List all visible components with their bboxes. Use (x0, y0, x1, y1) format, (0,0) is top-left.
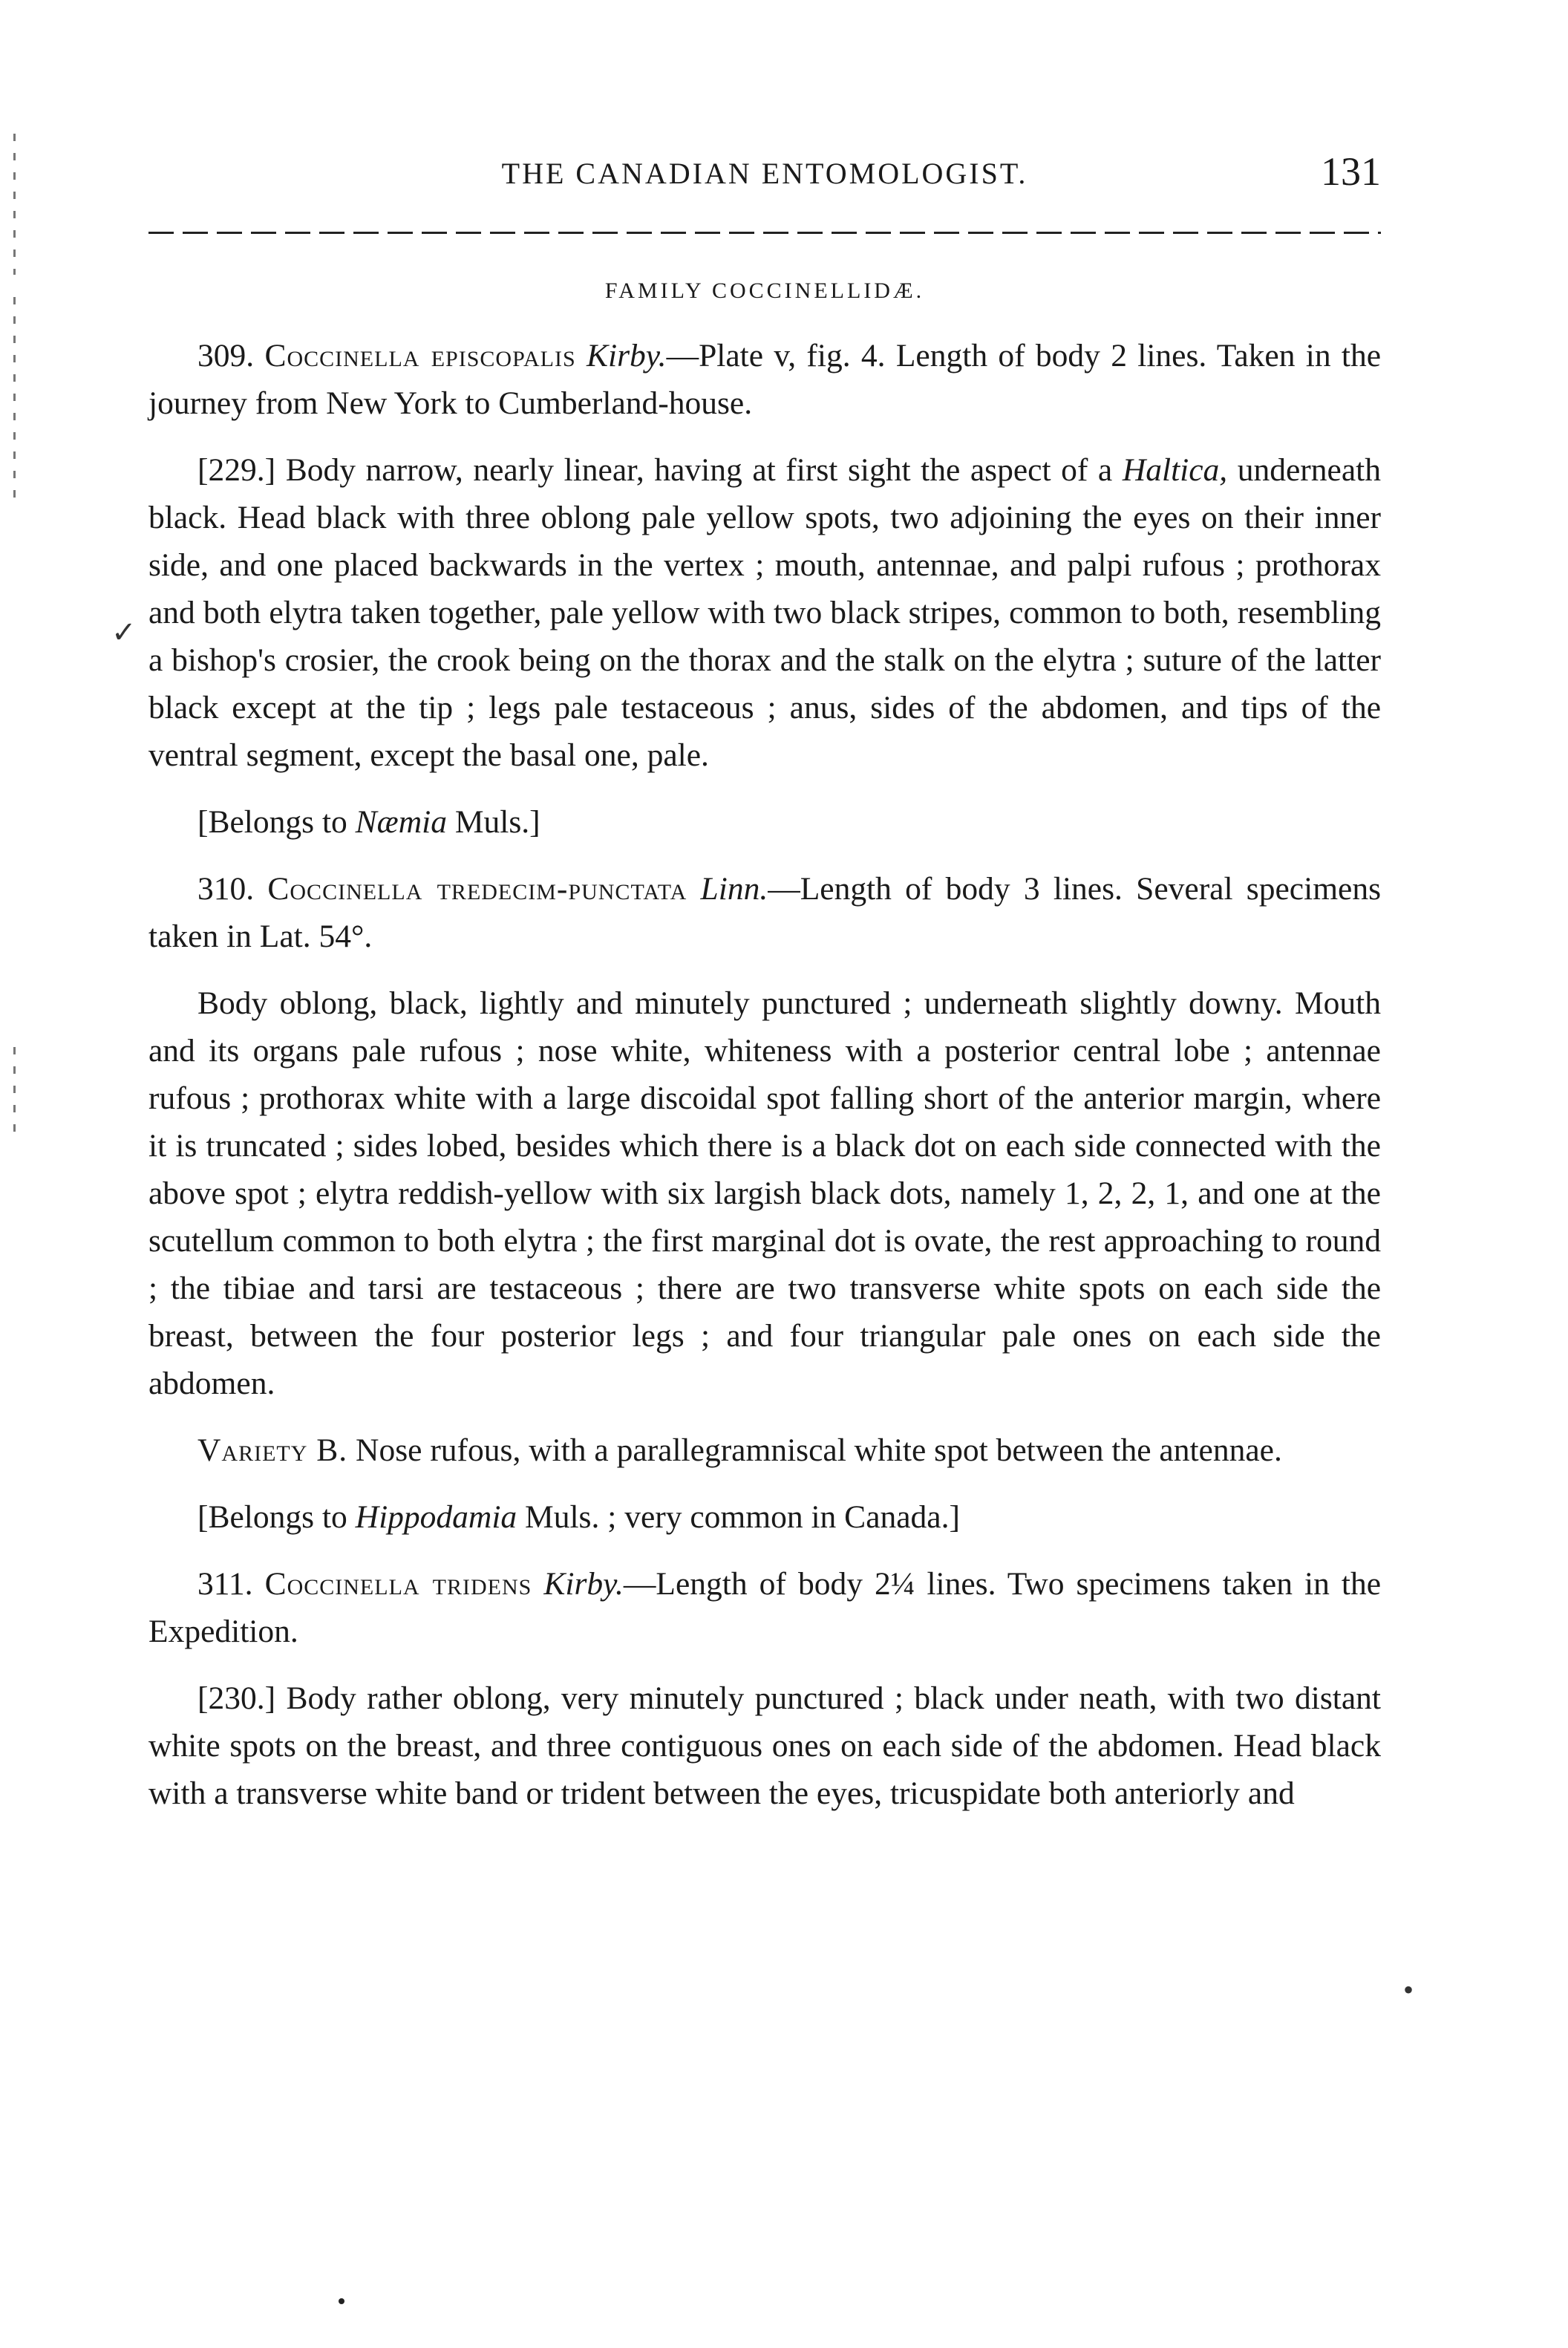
page-number: 131 (1321, 149, 1381, 194)
running-title: THE CANADIAN ENTOMOLOGIST. (501, 157, 1028, 190)
entry-text: —Length of body 3 lines. Several specimens taken in Lat. 54°. (148, 871, 1382, 954)
family-heading: FAMILY COCCINELLIDÆ. (604, 278, 925, 303)
margin-check-mark: ✓ (111, 616, 137, 649)
margin-dot-mark: • (1403, 1973, 1414, 2006)
entry-text: —Plate v, fig. 4. Length of body 2 lines. Taken in the journey from New York to Cumberland-house. (148, 338, 1382, 421)
entry-310 (148, 865, 1381, 960)
note-text: Muls.] (454, 804, 540, 840)
species-author: Kirby. (587, 338, 667, 374)
species-author: Kirby. (543, 1566, 624, 1602)
running-head (148, 149, 1381, 200)
genus-name: Hippodamia (355, 1499, 517, 1535)
belongs-note-310 (148, 1493, 1381, 1541)
species-author: Linn. (700, 871, 768, 907)
document-page (148, 149, 1381, 1836)
note-text: Muls. ; very common in Canada.] (525, 1499, 960, 1535)
description-text: Body oblong, black, lightly and minutely punctured ; underneath slightly downy. Mouth and its organs pale rufous ; nose white, whiteness with a posterior central lobe ; antennae rufous ; prothorax white with a large discoidal spot falling short of the anterior margin, where it is truncated ; sides lobed, besides which there is a black dot on each side connected with the above spot ; elytra reddish-yellow with six largish black dots, namely 1, 2, 2, 1, and one at the scutellum common to both elytra ; the first marginal dot is ovate, the rest approaching to round ; the tibiae and tarsi are testaceous ; there are two transverse white spots on each side the breast, between the four posterior legs ; and four triangular pale ones on each side the abdomen. (148, 985, 1381, 1401)
description-text: Body rather oblong, very minutely punctured ; black under neath, with two distant white spots on the breast, and three contiguous ones on each side of the abdomen. Head black with a transverse white band or trident between the eyes, tricuspidate both anteriorly and (148, 1680, 1381, 1811)
species-name: Coccinella tridens (264, 1566, 532, 1602)
description-ref: [229.] (197, 452, 276, 488)
description-310 (148, 979, 1381, 1407)
entry-number: 311. (197, 1566, 253, 1602)
genus-name: Næmia (355, 804, 447, 840)
entry-number: 309. (197, 338, 255, 374)
left-edge-artifact (13, 297, 16, 505)
species-name: Coccinella tredecim-punctata (267, 871, 687, 907)
description-text: underneath black. Head black with three oblong pale yellow spots, two adjoining the eyes on their inner side, and one placed backwards in the vertex ; mouth, antennae, and palpi rufous ; prothorax and both elytra taken together, pale yellow with two black stripes, common to both, resembling a bishop's crosier, the crook being on the thorax and the stalk on the elytra ; suture of the latter black except at the tip ; legs pale testaceous ; anus, sides of the abdomen, and tips of the ventral segment, except the basal one, pale. (148, 452, 1381, 773)
entry-text: —Length of body 2¼ lines. Two specimens taken in the Expedition. (148, 1566, 1382, 1649)
header-rule (148, 232, 1381, 234)
stray-dot (339, 2298, 344, 2304)
description-ref: [230.] (197, 1680, 276, 1716)
left-edge-artifact (13, 134, 16, 275)
variety-310 (148, 1426, 1381, 1474)
left-edge-artifact (13, 1047, 16, 1136)
genus-name: Haltica, (1122, 452, 1228, 488)
variety-text: Nose rufous, with a parallegramniscal white spot between the antennae. (356, 1432, 1282, 1468)
note-text: [Belongs to (197, 804, 347, 840)
species-name: Coccinella episcopalis (264, 338, 576, 374)
description-229 (148, 446, 1381, 779)
variety-label: Variety B. (197, 1432, 348, 1468)
entry-309 (148, 332, 1381, 427)
note-text: [Belongs to (197, 1499, 347, 1535)
entry-311 (148, 1560, 1381, 1655)
entry-number: 310. (197, 871, 255, 907)
description-230 (148, 1674, 1381, 1817)
description-text: Body narrow, nearly linear, having at first sight the aspect of a (285, 452, 1113, 488)
belongs-note-229 (148, 798, 1381, 846)
